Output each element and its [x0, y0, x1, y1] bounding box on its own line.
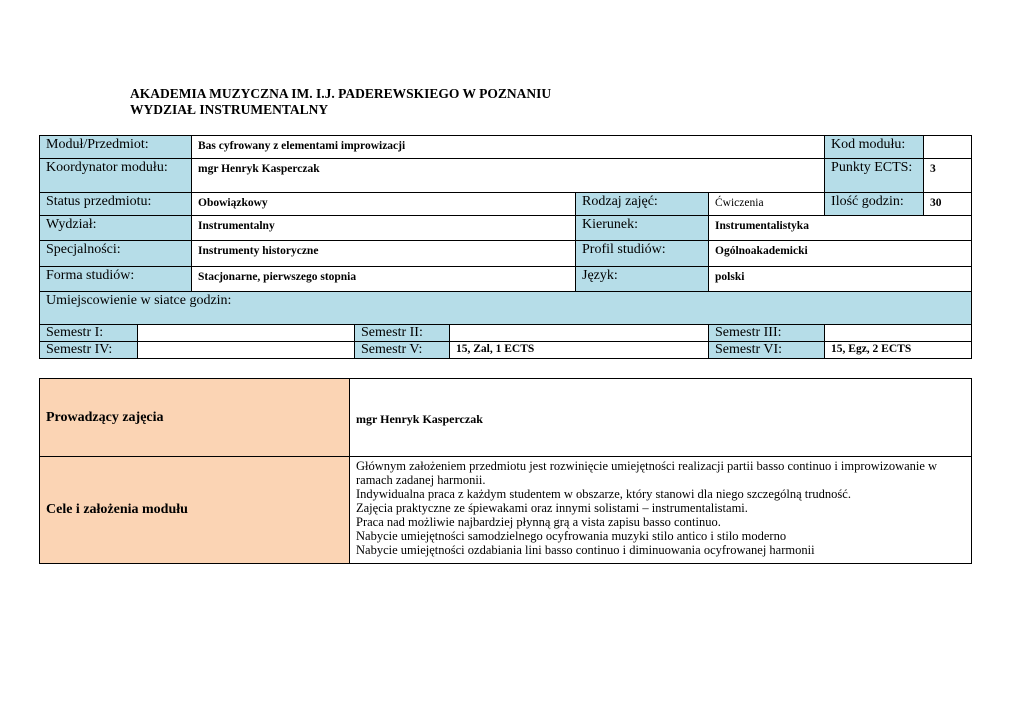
- semester-2-label: Semestr II:: [355, 325, 450, 342]
- semester-5-label: Semestr V:: [355, 342, 450, 359]
- koordynator-label: Koordynator modułu:: [40, 159, 192, 193]
- semester-4-value: [138, 342, 355, 359]
- przedmiot-value: Bas cyfrowany z elementami improwizacji: [192, 136, 825, 159]
- goal-line: Zajęcia praktyczne ze śpiewakami oraz innymi solistami – instrumentalistami.: [356, 501, 748, 515]
- semester-1-value: [138, 325, 355, 342]
- academy-name: AKADEMIA MUZYCZNA IM. I.J. PADEREWSKIEGO W POZNANIU: [130, 86, 552, 101]
- goal-line: Głównym założeniem przedmiotu jest rozwinięcie umiejętności realizacji partii basso continuo i improwizowanie w ramach zadanej harmonii.: [356, 459, 938, 487]
- semester-2-value: [450, 325, 709, 342]
- semester-4-label: Semestr IV:: [40, 342, 138, 359]
- rodzaj-value: Ćwiczenia: [709, 193, 825, 216]
- punkty-label: Punkty ECTS:: [825, 159, 924, 193]
- umiejscowienie-label: Umiejscowienie w siatce godzin:: [40, 292, 972, 325]
- semester-3-label: Semestr III:: [709, 325, 825, 342]
- kod-value: [924, 136, 972, 159]
- kod-label: Kod modułu:: [825, 136, 924, 159]
- semester-6-value: 15, Egz, 2 ECTS: [825, 342, 972, 359]
- goal-line: Indywidualna praca z każdym studentem w obszarze, który stanowi dla niego szczególną trudność.: [356, 487, 851, 501]
- cele-content: [350, 457, 972, 564]
- punkty-value: 3: [924, 159, 972, 193]
- document-header: [130, 86, 551, 118]
- status-label: Status przedmiotu:: [40, 193, 192, 216]
- jezyk-value: polski: [709, 267, 972, 292]
- module-details-table: [39, 378, 972, 564]
- goal-line: Nabycie umiejętności samodzielnego ocyfrowania muzyki stilo antico i stilo moderno: [356, 529, 787, 543]
- kierunek-label: Kierunek:: [576, 216, 709, 241]
- ilosc-label: Ilość godzin:: [825, 193, 924, 216]
- profil-value: Ogólnoakademicki: [709, 241, 972, 267]
- rodzaj-label: Rodzaj zajęć:: [576, 193, 709, 216]
- jezyk-label: Język:: [576, 267, 709, 292]
- forma-value: Stacjonarne, pierwszego stopnia: [192, 267, 576, 292]
- specjalnosci-value: Instrumenty historyczne: [192, 241, 576, 267]
- status-value: Obowiązkowy: [192, 193, 576, 216]
- forma-label: Forma studiów:: [40, 267, 192, 292]
- module-info-table: [39, 135, 972, 359]
- goal-line: Praca nad możliwie najbardziej płynną grą a vista zapisu basso continuo.: [356, 515, 721, 529]
- przedmiot-label: Moduł/Przedmiot:: [40, 136, 192, 159]
- koordynator-value: mgr Henryk Kasperczak: [192, 159, 825, 193]
- prowadzacy-label: Prowadzący zajęcia: [40, 379, 350, 457]
- ilosc-value: 30: [924, 193, 972, 216]
- profil-label: Profil studiów:: [576, 241, 709, 267]
- kierunek-value: Instrumentalistyka: [709, 216, 972, 241]
- semester-1-label: Semestr I:: [40, 325, 138, 342]
- wydzial-label: Wydział:: [40, 216, 192, 241]
- wydzial-value: Instrumentalny: [192, 216, 576, 241]
- prowadzacy-value: mgr Henryk Kasperczak: [350, 379, 972, 457]
- semester-6-label: Semestr VI:: [709, 342, 825, 359]
- semester-5-value: 15, Zal, 1 ECTS: [450, 342, 709, 359]
- faculty-name: WYDZIAŁ INSTRUMENTALNY: [130, 102, 329, 117]
- specjalnosci-label: Specjalności:: [40, 241, 192, 267]
- goal-line: Nabycie umiejętności ozdabiania lini basso continuo i diminuowania ocyfrowanej harmonii: [356, 543, 815, 557]
- cele-label: Cele i założenia modułu: [40, 457, 350, 564]
- semester-3-value: [825, 325, 972, 342]
